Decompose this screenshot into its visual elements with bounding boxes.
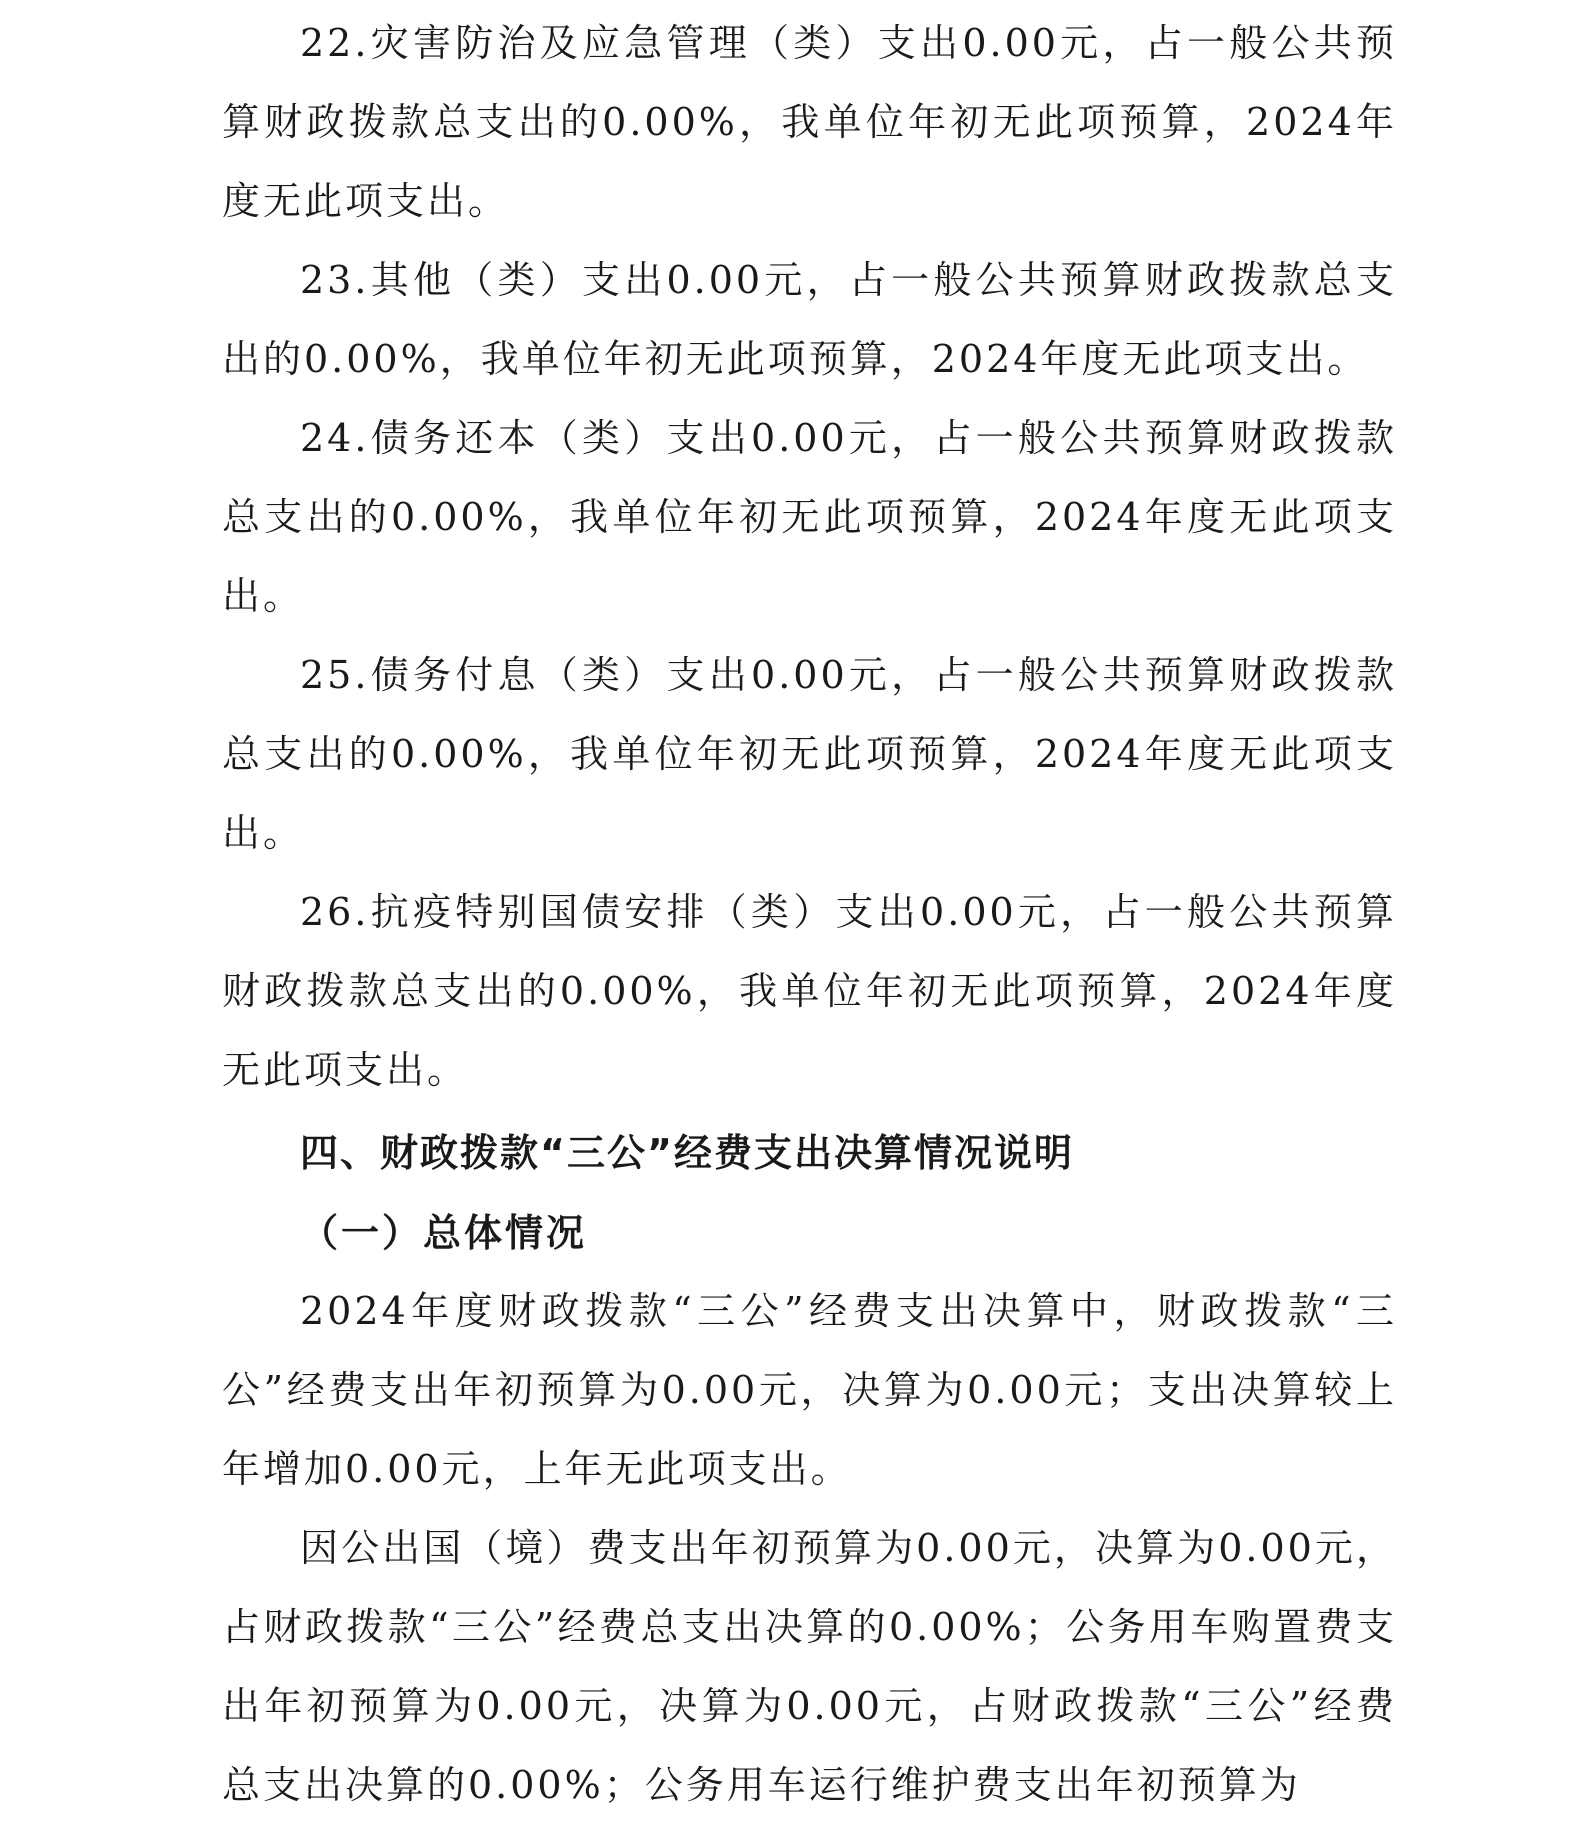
paragraph-overall: 2024年度财政拨款“三公”经费支出决算中，财政拨款“三公”经费支出年初预算为0.00元，决算为0.00元；支出决算较上年增加0.00元，上年无此项支出。	[222, 1289, 1397, 1491]
paragraph-item-23: 23.其他（类）支出0.00元，占一般公共预算财政拨款总支出的0.00%，我单位年初无此项预算，2024年度无此项支出。	[222, 258, 1397, 381]
section-heading: 四、财政拨款“三公”经费支出决算情况说明	[300, 1131, 1074, 1175]
subsection-heading: （一）总体情况	[300, 1210, 588, 1255]
paragraph-breakdown: 因公出国（境）费支出年初预算为0.00元，决算为0.00元，占财政拨款“三公”经费总支出决算的0.00%；公务用车购置费支出年初预算为0.00元，决算为0.00元，占财政拨款“三公”经费总支出决算的0.00%；公务用车运行维护费支出年初预算为	[222, 1526, 1397, 1807]
paragraph-item-24: 24.债务还本（类）支出0.00元，占一般公共预算财政拨款总支出的0.00%，我单位年初无此项预算，2024年度无此项支出。	[222, 416, 1397, 618]
document-page	[222, 0, 1397, 1807]
paragraph-item-26: 26.抗疫特别国债安排（类）支出0.00元，占一般公共预算财政拨款总支出的0.00%，我单位年初无此项预算，2024年度无此项支出。	[222, 890, 1397, 1092]
paragraph-item-25: 25.债务付息（类）支出0.00元，占一般公共预算财政拨款总支出的0.00%，我单位年初无此项预算，2024年度无此项支出。	[222, 653, 1397, 855]
paragraph-item-22: 22.灾害防治及应急管理（类）支出0.00元，占一般公共预算财政拨款总支出的0.00%，我单位年初无此项预算，2024年度无此项支出。	[222, 21, 1397, 223]
